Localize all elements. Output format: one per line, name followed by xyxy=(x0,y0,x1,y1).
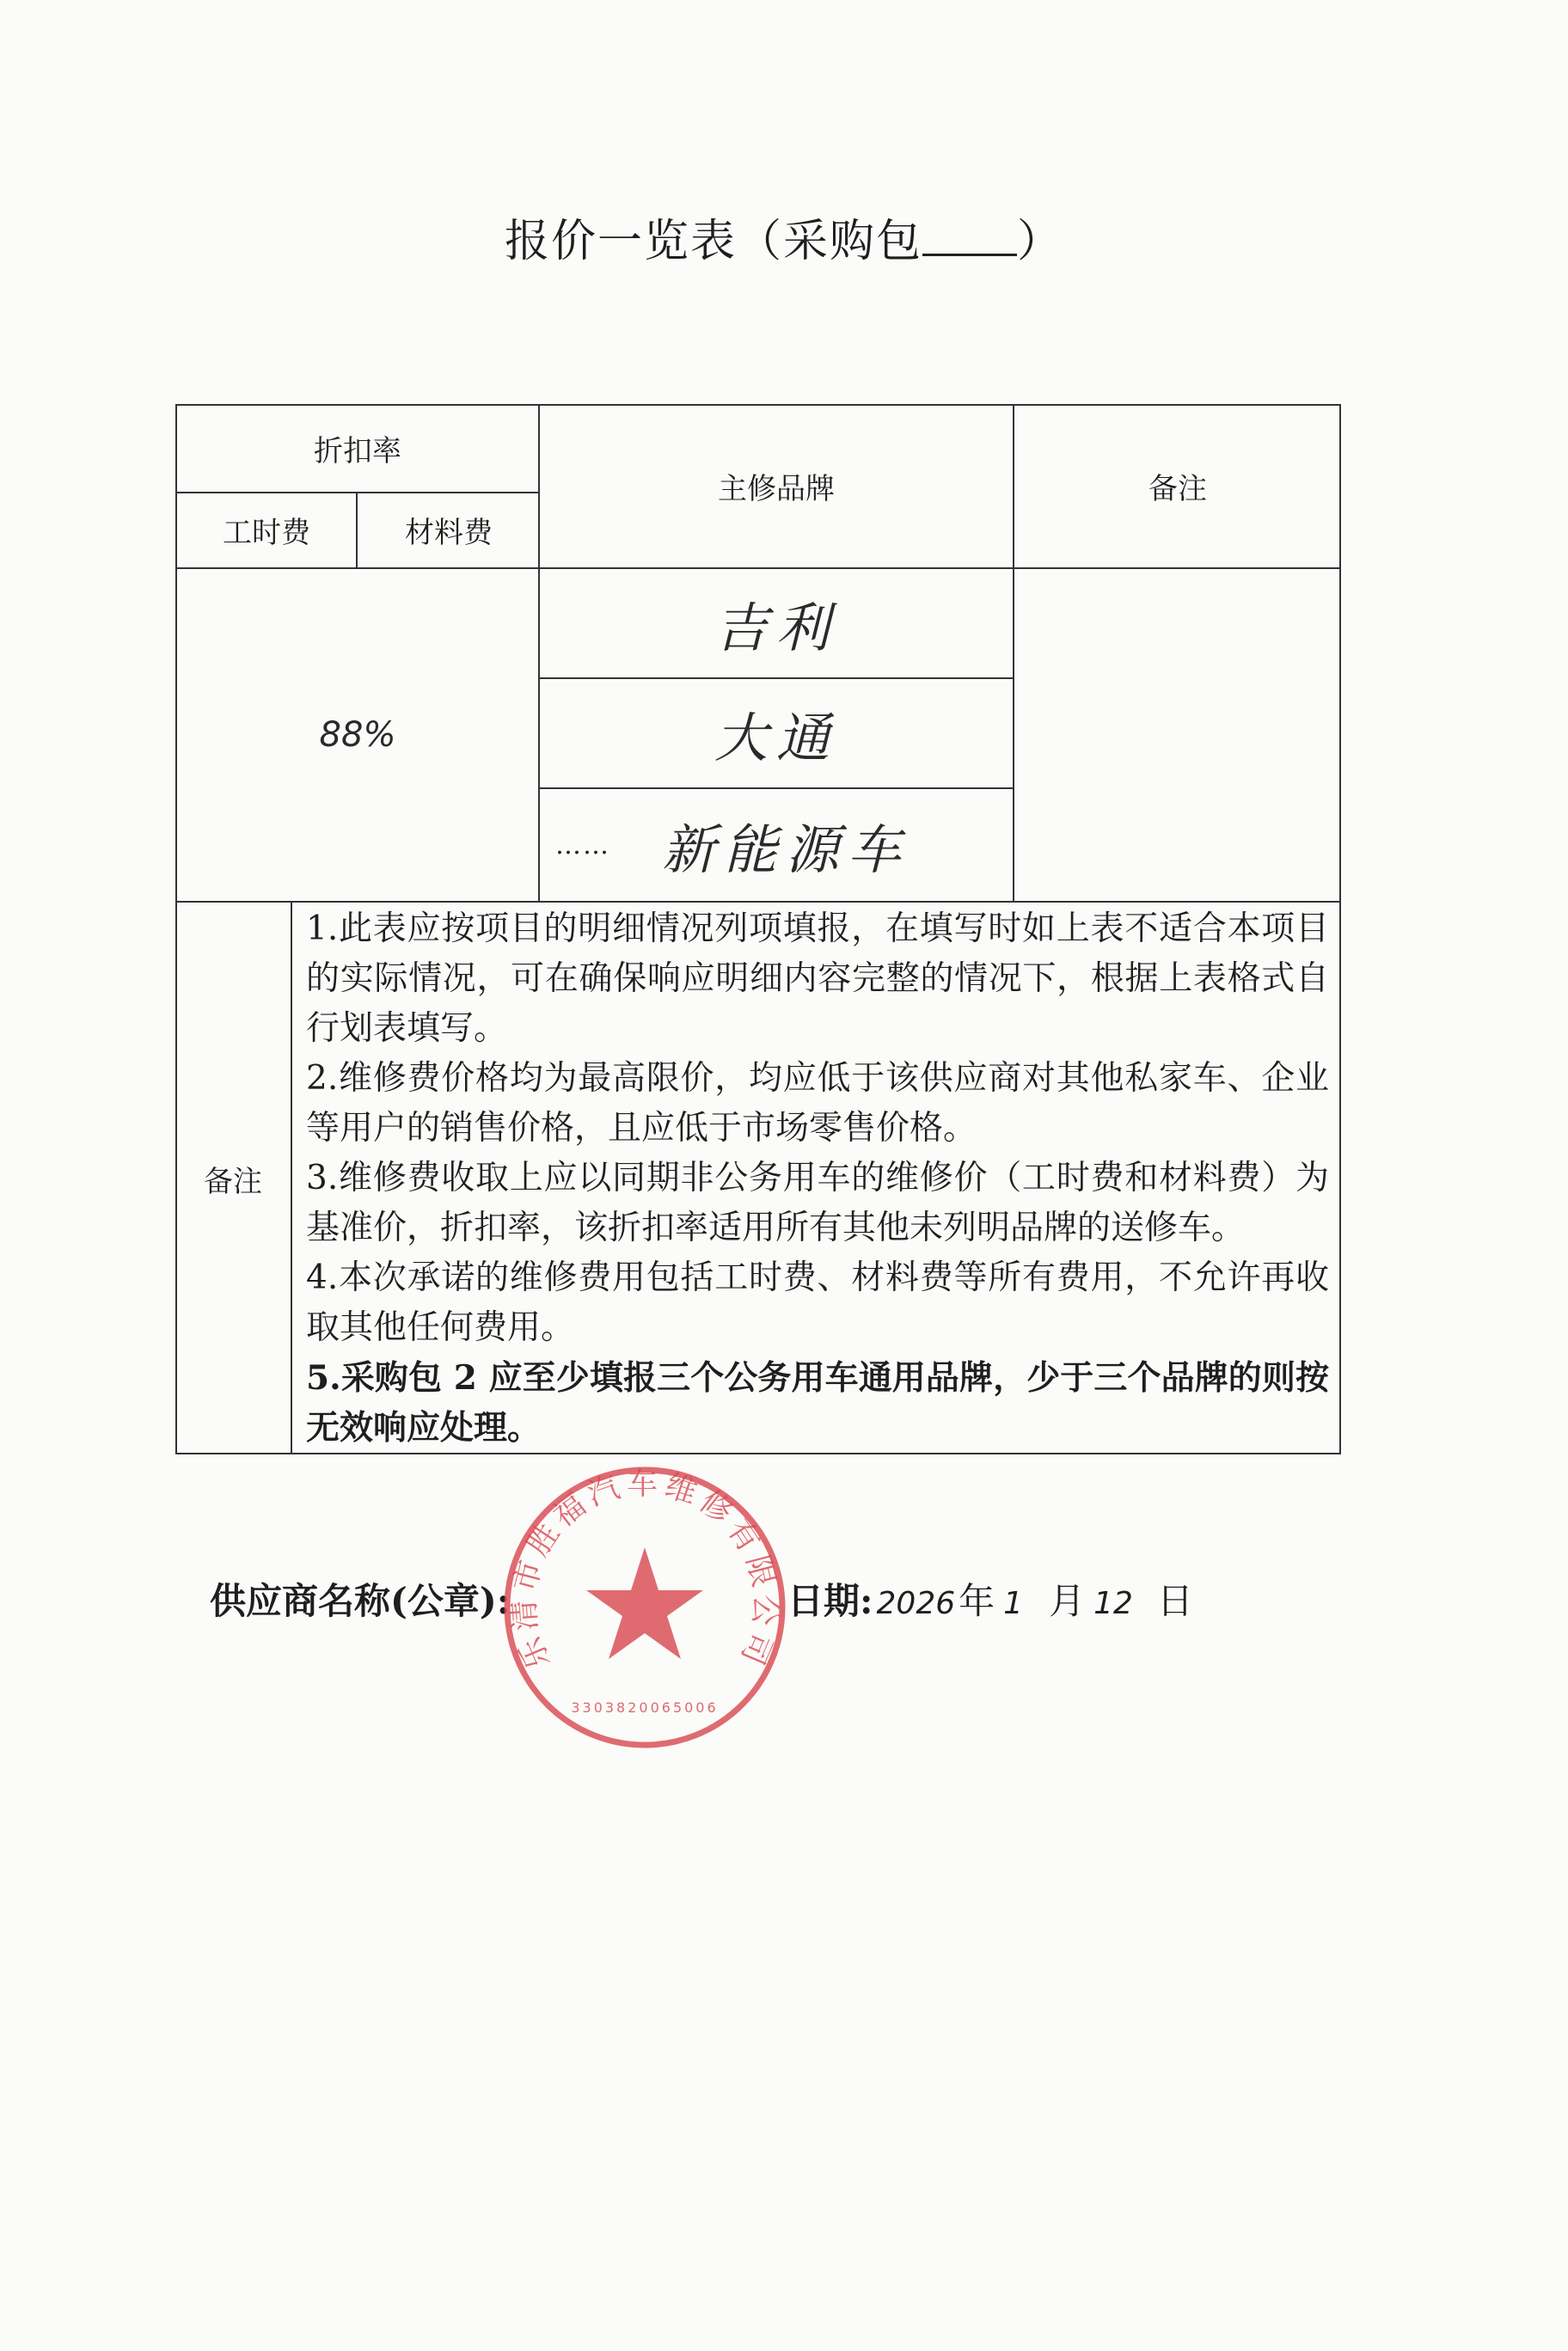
notes-list xyxy=(306,904,1329,1453)
brand-item: 吉利 xyxy=(714,596,838,659)
date-day-unit: 日 xyxy=(1156,1580,1193,1622)
supplier-name-label: 供应商名称(公章): xyxy=(210,1580,511,1622)
seal-number: 3303820065006 xyxy=(571,1699,719,1716)
notes-label: 备注 xyxy=(204,1164,262,1199)
header-main-brand: 主修品牌 xyxy=(718,471,835,506)
table-line xyxy=(175,901,1341,903)
date-year-unit: 年 xyxy=(959,1580,995,1622)
brand-item: 大通 xyxy=(714,706,838,769)
date-year: 2026 xyxy=(876,1586,956,1621)
table-line xyxy=(291,901,292,1454)
note-item: 2.维修费价格均为最高限价，均应低于该供应商对其他私家车、企业等用户的销售价格，且应低于市场零售价格。 xyxy=(306,1059,1329,1148)
seal-text: 乐清市胜福汽车维修有限公司 xyxy=(505,1466,784,1674)
date-month: 1 xyxy=(1003,1586,1024,1621)
note-item: 3.维修费收取上应以同期非公务用车的维修价（工时费和材料费）为基准价，折扣率，该折扣率适用所有其他未列明品牌的送修车。 xyxy=(306,1159,1329,1247)
document-title xyxy=(0,205,1568,269)
note-item: 5.采购包 2 应至少填报三个公务用车通用品牌，少于三个品牌的则按无效响应处理。 xyxy=(306,1358,1329,1448)
header-remarks: 备注 xyxy=(1148,471,1207,506)
note-item: 1.此表应按项目的明细情况列项填报，在填写时如上表不适合本项目的实际情况，可在确保响应明细内容完整的情况下，根据上表格式自行划表填写。 xyxy=(306,909,1329,1048)
date-label: 日期: xyxy=(787,1580,873,1622)
note-item: 4.本次承诺的维修费用包括工时费、材料费等所有费用，不允许再收取其他任何费用。 xyxy=(306,1258,1329,1347)
brand-item-row xyxy=(540,789,1013,901)
title-suffix: ） xyxy=(1017,216,1064,267)
date-day: 12 xyxy=(1093,1586,1133,1621)
package-number-blank xyxy=(922,209,1017,256)
brand-ellipsis: …… xyxy=(555,830,610,860)
date-month-unit: 月 xyxy=(1049,1580,1086,1622)
header-material-fee: 材料费 xyxy=(405,515,493,550)
brand-item: 新能源车 xyxy=(662,817,910,881)
header-labor-fee: 工时费 xyxy=(223,515,310,550)
date-field xyxy=(787,1573,1193,1625)
header-discount-rate: 折扣率 xyxy=(314,433,401,468)
seal-star-icon xyxy=(586,1547,703,1659)
title-prefix: 报价一览表（采购包 xyxy=(504,216,922,267)
company-seal xyxy=(499,1461,791,1754)
discount-rate-value: 88% xyxy=(319,715,396,755)
